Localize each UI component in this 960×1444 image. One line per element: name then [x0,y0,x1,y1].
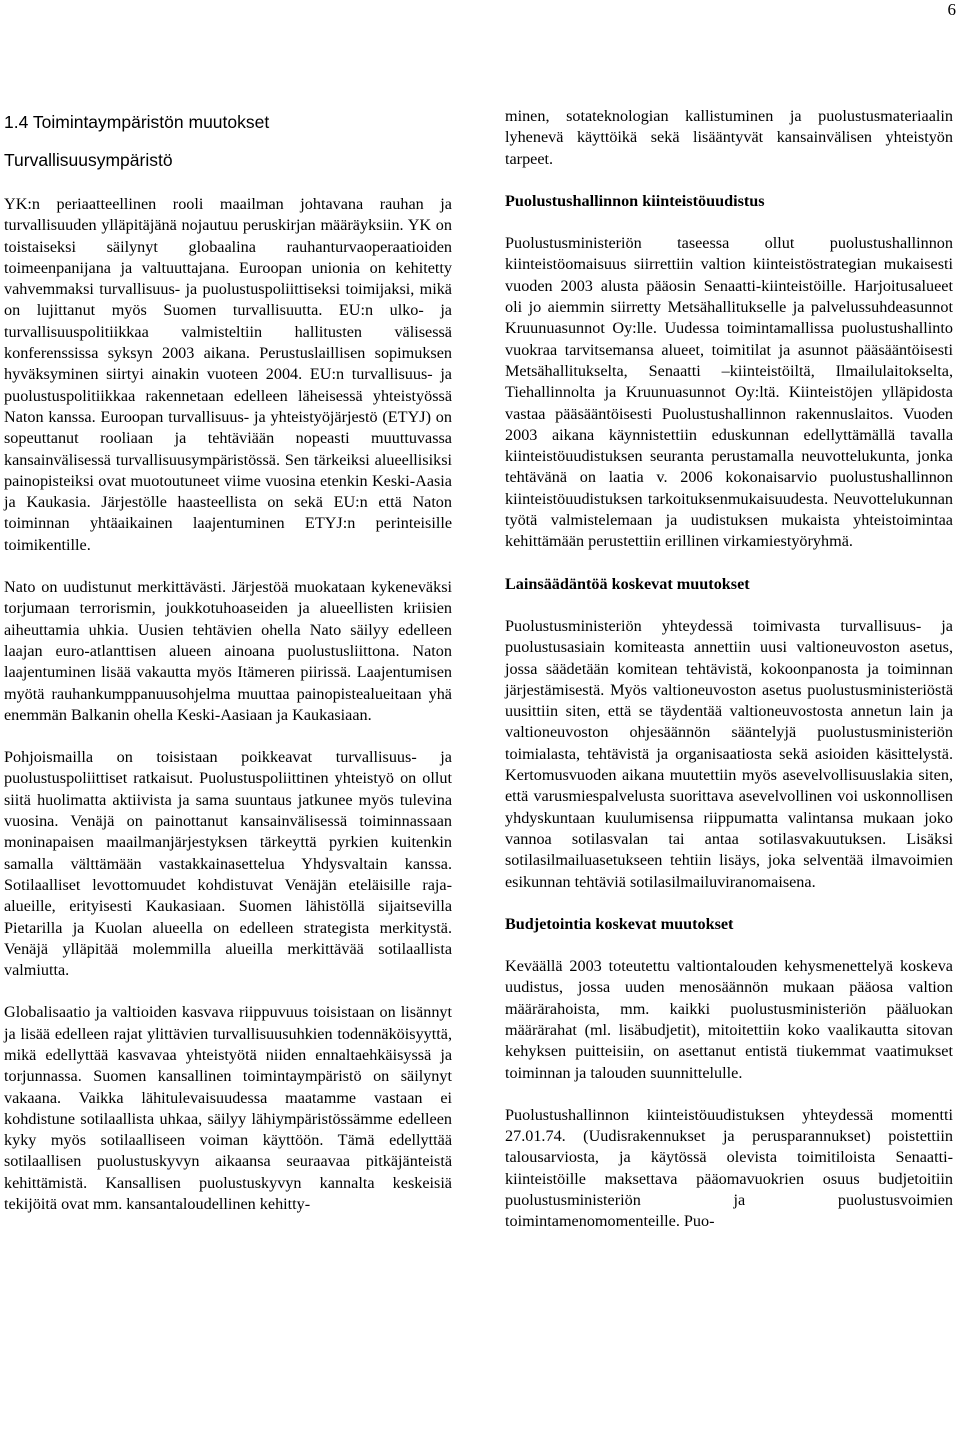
page-number: 6 [947,0,956,19]
heading-budgeting-changes: Budjetointia koskevat muutokset [505,914,734,933]
heading-real-estate-reform: Puolustushallinnon kiinteistöuudistus [505,191,765,210]
heading-legislation-changes: Lainsäädäntöä koskevat muutokset [505,574,750,593]
paragraph-un-eu-osce: YK:n periaatteellinen rooli maailman johtavana rauhan ja turvallisuuden ylläpitäjänä nojautuu peruskirjan määräyksiin. YK on toistaiseksi säilynyt globaalina rauhanturvaoperaatioiden toimeenpanijana ja valtuuttajana. Euroopan unionia on kehitetty vahvemmaksi turvallisuus- ja puolustuspoliittiseksi toimijaksi, mikä on lujittanut myös Suomen turvallisuutta. EU:n ulko- ja turvallisuuspolitiikkaa valmisteltiin hallitusten välisessä konferenssissa syksyn 2003 aikana. Perustuslaillisen sopimuksen hyväksyminen siirtyi ainakin vuoteen 2004. EU:n turvallisuus- ja puolustuspolitiikkaa rakennetaan edelleen läheisessä yhteistyössä Naton kanssa. Euroopan turvallisuus- ja yhteistyöjärjestö (ETYJ) on sopeuttanut rooliaan ja tehtäviään nopeasti muuttuvassa kansainvälisessä turvallisuusympäristössä. Sen tärkeiksi alueellisiksi painopisteiksi ovat muotoutuneet viime vuosina etenkin Keski-Aasia ja Kaukasia. Järjestölle haasteellista on sekä EU:n että Naton toiminnan yhtäaikainen laajentuminen ETYJ:n perinteisille toimikentille. [4,195,452,554]
paragraph-nordic-russia: Pohjoismailla on toisistaan poikkeavat turvallisuus- ja puolustuspoliittiset ratkaisut. Puolustuspoliittinen yhteistyö on ollut siitä huolimatta aktiivista ja sama suuntaus jatkunee myös tulevina vuosina. Venäjä on painottanut kansainvälisessä toiminnassaan moninapaisen maailmanjärjestyksen tärkeyttä pyrkien kuitenkin samalla välttämään vastakkainasettelua Yhdysvaltain kanssa. Sotilaalliset levottomuudet kohdistuvat Venäjän eteläisille raja-alueille, erityisesti Kaukasiaan. Suomen lähistöllä sijaitsevilla Pietarilla ja Kuolan alueella on edelleen strategista merkitystä. Venäjä ylläpitää molemmilla alueilla merkittävää sotilaallista valmiutta. [4,748,452,980]
right-column [505,106,953,1254]
paragraph-nato: Nato on uudistunut merkittävästi. Järjestöä muokataan kykeneväksi torjumaan terrorismin, joukkotuhoaseiden ja alueellisten kriisien aiheuttamia uhkia. Uusien tehtävien ohella Nato säilyy edelleen laajan euro-atlanttisen alueen ainoana puolustusliittona. Naton laajentuminen lisää vakautta myös Itämeren piirissä. Laajentumisen myötä rauhankumppanuusohjelma muuttaa painopistealueitaan yhä enemmän Balkanin ohella Keski-Aasiaan ja Kaukasiaan. [4,578,452,724]
paragraph-real-estate-reform: Puolustusministeriön taseessa ollut puolustushallinnon kiinteistöomaisuus siirrettiin valtion kiinteistöstrategian mukaisesti vuoden 2003 alusta pääosin Senaatti-kiinteistöille. Harjoitusalueet oli jo aiemmin siirretty Metsähallitukselle ja palvelussuhdeasunnot Kruunuasunnot Oy:lle. Uudessa toimintamallissa puolustushallinto vuokraa tarvitsemansa alueet, toimitilat ja asunnot pääsääntöisesti Metsähallitukselta, Senaatti –kiinteistöiltä, Ilmailulaitokselta, Tiehallinnolta ja Kruunuasunnot Oy:ltä. Kiinteistöjen ylläpidosta vastaa pääsääntöisesti Puolustushallinnon rakennuslaitos. Vuoden 2003 aikana käynnistettiin eduskunnan edellyttämällä tavalla kiinteistöuudistuksen seuranta perustamalla neuvottelukunta, jonka tehtävänä on laatia v. 2006 kokonaisarvio puolustushallinnon kiinteistöuudistuksen tarkoituksenmukaisuudesta. Neuvottelukunnan työtä valmistelemaan ja uudistuksen mukaista yhteistoimintaa kehittämään perustettiin erillinen virkamiestyöryhmä. [505,234,953,551]
subsection-heading: Turvallisuusympäristö [4,150,173,170]
paragraph-globalisation-continuation: minen, sotateknologian kallistuminen ja puolustusmateriaalin lyhenevä käyttöikä sekä lisääntyvät kansainvälisen yhteistyön tarpeet. [505,107,953,168]
paragraph-globalisation-visible: Globalisaatio ja valtioiden kasvava riippuvuus toisistaan on lisännyt ja lisää edelleen rajat ylittävien turvallisuusuhkien todennäköisyyttä, mikä edellyttää kasvavaa yhteistyötä niiden ennaltaehkäisyssä ja torjunnassa. Suomen kansallinen toimintaympäristö on säilynyt vakaana. Vaikka lähitulevaisuudessa maatamme vastaan ei kohdistune sotilaallista uhkaa, säilyy lähiympäristössämme edelleen kyky myös sotilaalliseen voiman käyttöön. Tämä edellyttää sotilaallisen puolustuskyvyn aikaansa seuraavaa pitkäjänteistä kehittämistä. Kansallisen puolustuskyvyn kannalta keskeisiä tekijöitä ovat mm. kansantaloudellinen kehitty- [4,1003,452,1214]
left-column [4,108,452,1215]
section-heading: 1.4 Toimintaympäristön muutokset [4,112,270,132]
paragraph-legislation-changes: Puolustusministeriön yhteydessä toimivasta turvallisuus- ja puolustusasiain komiteasta annettiin uusi valtioneuvoston asetus, jossa säädetään komitean tehtävistä, kokoonpanosta ja toiminnan järjestämisestä. Myös valtioneuvoston asetus puolustusministeriöstä uusittiin siten, että se täydentää valtioneuvostosta annetun lain ja valtioneuvoston ohjesäännön sääntelyjä puolustusministeriön toimialasta, tehtävistä ja organisaatiosta sekä asioiden käsittelystä. Kertomusvuoden aikana muutettiin myös asevelvollisuuslakia siten, että varusmiespalvelusta suorittava asevelvollinen voi uskonnollisen yhdyskuntaan kuulumisensa riippumatta valintansa mukaan joko vannoa sotilasvalan tai antaa sotilasvakuutuksen. Lisäksi sotilasilmailuasetukseen tehtiin lisäys, joka selventää ilmavoimien esikunnan tehtäviä sotilasilmailuviranomaisena. [505,616,953,891]
paragraph-budgeting-frame: Keväällä 2003 toteutettu valtiontalouden kehysmenettelyä koskeva uudistus, jossa uuden menosäännön mukaan pääosa valtion määrärahoista, mm. kaikki puolustusministeriön pääluokan määrärahat (ml. lisäbudjetit), mitoitettiin koko vaalikautta sitovan kehyksen puitteisiin, on asettanut entistä tiukemmat vaatimukset toiminnan ja talouden suunnittelulle. [505,957,953,1082]
paragraph-budgeting-rents: Puolustushallinnon kiinteistöuudistuksen yhteydessä momentti 27.01.74. (Uudisrakennukset ja perusparannukset) poistettiin talousarviosta, ja käytössä olevista toimitiloista Senaatti-kiinteistöille maksettava pääomavuokrien osuus budjetoitiin puolustusministeriön ja puolustusvoimien toimintamenomomenteille. Puo- [505,1105,953,1231]
